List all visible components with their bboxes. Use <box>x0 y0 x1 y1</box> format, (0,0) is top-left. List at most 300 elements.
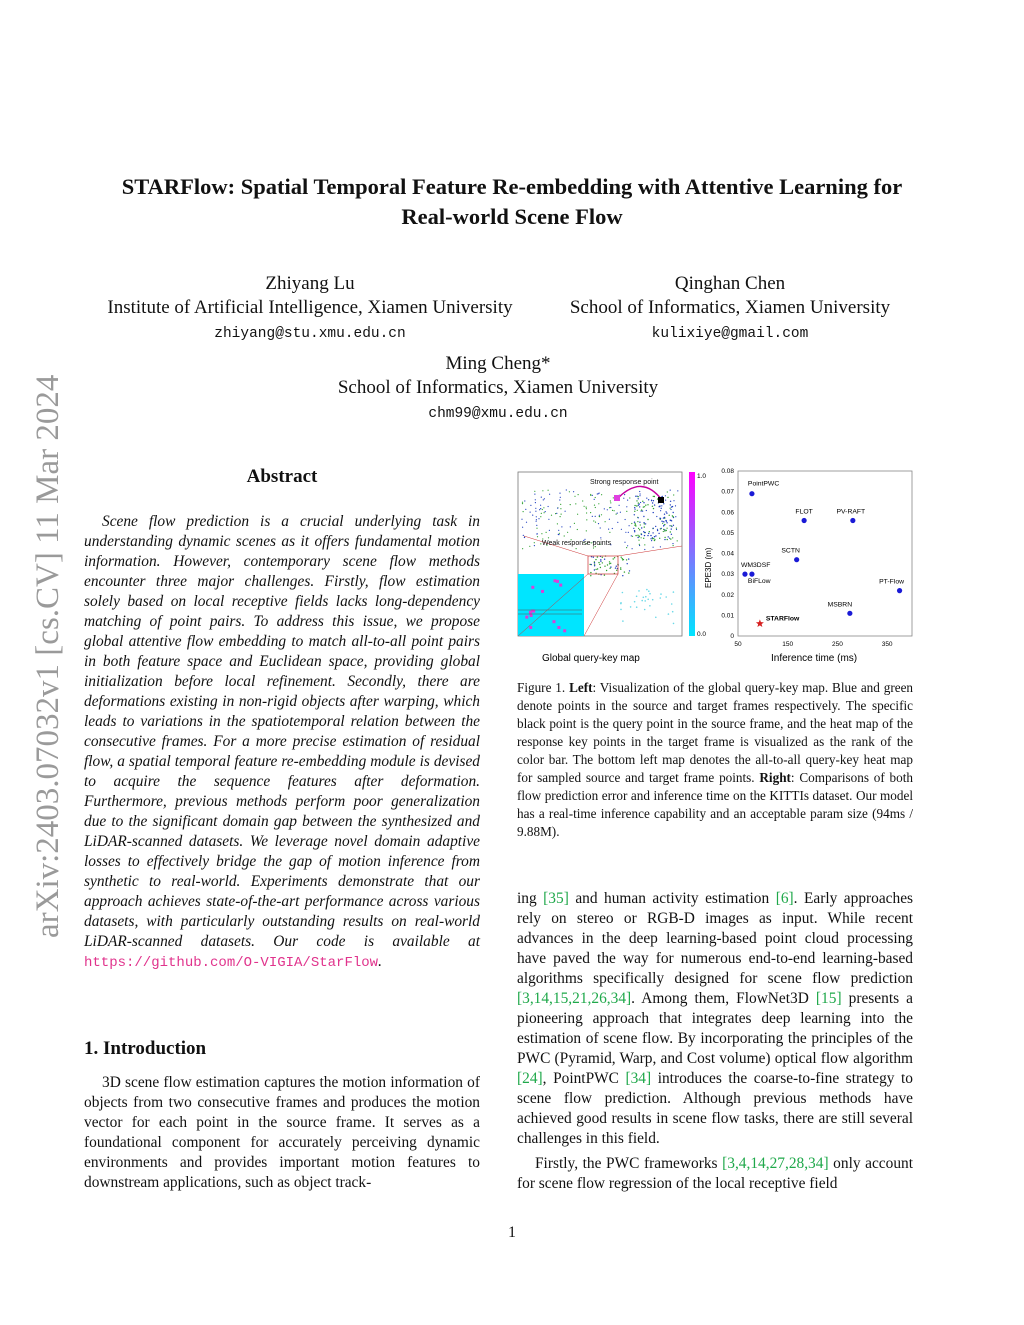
cloud-point <box>673 512 674 513</box>
cloud-point <box>567 532 568 533</box>
cloud-point <box>641 534 642 535</box>
cloud-point <box>665 520 666 521</box>
cloud-point <box>573 491 574 492</box>
cloud-point <box>638 590 640 592</box>
x-tick-label: 50 <box>734 641 742 648</box>
data-point-label: MSBRN <box>827 601 853 609</box>
author-name: Zhiyang Lu <box>265 273 355 294</box>
cloud-point <box>584 506 585 507</box>
author-affiliation: Institute of Artificial Intelligence, Xiamen University <box>107 297 513 318</box>
cloud-point <box>644 532 645 533</box>
cloud-point <box>634 601 636 603</box>
cloud-point <box>668 536 669 537</box>
cloud-point <box>522 502 523 503</box>
data-point-label: STARFlow <box>765 615 800 623</box>
cloud-point <box>634 511 635 512</box>
cloud-point <box>639 503 640 504</box>
cloud-point <box>615 567 616 568</box>
cloud-point <box>586 507 587 508</box>
cloud-point <box>545 511 546 512</box>
data-point-label: PV-RAFT <box>836 508 866 516</box>
cloud-point <box>652 502 653 503</box>
cloud-point <box>659 538 660 539</box>
cloud-point <box>658 533 659 534</box>
cloud-point <box>524 500 525 501</box>
cloud-point <box>665 495 666 496</box>
cloud-point <box>660 528 661 529</box>
author-email[interactable]: zhiyang@stu.xmu.edu.cn <box>214 326 406 342</box>
cloud-point <box>661 505 662 506</box>
cloud-point <box>663 531 664 532</box>
cloud-point <box>667 491 668 492</box>
cloud-point <box>600 567 601 568</box>
cloud-point <box>569 491 570 492</box>
author-email[interactable]: kulixiye@gmail.com <box>651 326 809 342</box>
cloud-point <box>655 617 657 619</box>
cloud-point <box>663 525 664 526</box>
citation-link[interactable]: [34] <box>625 1070 652 1087</box>
cloud-point <box>594 565 595 566</box>
cloud-point <box>540 508 541 509</box>
cloud-point <box>594 499 595 500</box>
citation-link[interactable]: [24] <box>517 1070 543 1087</box>
colorbar <box>689 472 695 636</box>
cloud-point <box>660 546 661 547</box>
cloud-point <box>530 512 531 513</box>
cloud-point <box>673 516 674 517</box>
author-1 <box>90 272 530 346</box>
code-link[interactable]: https://github.com/O-VIGIA/StarFlow <box>84 955 379 971</box>
cloud-point <box>629 525 630 526</box>
cloud-point <box>671 528 672 529</box>
cloud-point <box>575 503 576 504</box>
cloud-point <box>677 540 678 541</box>
cloud-point <box>639 545 640 546</box>
cloud-point <box>638 528 639 529</box>
cloud-point <box>632 536 633 537</box>
cloud-point <box>622 620 624 622</box>
cloud-point <box>598 562 599 563</box>
cloud-point <box>560 516 561 517</box>
cloud-point <box>536 519 537 520</box>
cloud-point <box>620 512 621 513</box>
figure-caption: Figure 1. Left: Visualization of the global query-key map. Blue and green denote points in the source and target frames respectively. The specific black point is the query point in the source frame, and the heat map of the response key points in the target frame is visualized as the rank of the color bar. The bottom left map denotes the all-to-all query-key heat map for sampled source and target frame points. Right: Comparisons of both flow prediction error and inference time on the KITTIs dataset. Our model has a real-time inference capability and an acceptable param size (94ms / 9.88M). <box>517 680 914 839</box>
cloud-point <box>643 538 644 539</box>
cloud-point <box>633 528 634 529</box>
cloud-point <box>664 537 665 538</box>
cloud-point <box>624 542 625 543</box>
cloud-point <box>670 501 671 502</box>
cloud-point <box>653 547 654 548</box>
cloud-point <box>646 510 647 511</box>
cloud-point <box>604 566 605 567</box>
heat-cell <box>525 616 528 619</box>
cloud-point <box>632 548 633 549</box>
cloud-point <box>534 545 535 546</box>
y-tick-label: 0.01 <box>721 612 734 620</box>
cloud-point <box>634 507 635 508</box>
cloud-point <box>586 519 587 520</box>
cloud-point <box>622 575 623 576</box>
cloud-point <box>654 539 655 540</box>
cloud-point <box>659 505 660 506</box>
cloud-point <box>639 529 640 530</box>
cloud-point <box>625 519 626 520</box>
query-point <box>658 497 664 503</box>
data-point <box>802 518 807 523</box>
cloud-point <box>541 513 542 514</box>
citation-link[interactable]: [35] <box>543 890 569 907</box>
cloud-point <box>652 599 654 601</box>
cloud-point <box>663 521 664 522</box>
cloud-point <box>660 518 661 519</box>
cloud-point <box>638 502 639 503</box>
intro-heading: 1. Introduction <box>84 1038 207 1059</box>
x-tick-label: 350 <box>881 641 893 648</box>
cloud-point <box>666 522 667 523</box>
cloud-point <box>604 508 605 509</box>
abstract-body: Scene flow prediction is a crucial underlying task in understanding dynamic scenes as it offers fundamental motion information. However, contemporary scene flow methods encounter three major challenges. Firstly, flow estimation solely based on local receptive fields lacks long-dependency matching of point pairs. To address this issue, we propose global attentive flow embedding to match all-to-all point pairs in both feature space and Euclidean space, providing global initialization before local refinement. Secondly, there are deformations existing in non-rigid objects after warping, which leads to variations in the spatiotemporal relation between the consecutive frames. For a more precise estimation of residual flow, a spatial temporal feature re-embedding module is devised to acquire the sequence features after deformation. Furthermore, previous methods perform poor generalization due to the significant domain gap between the synthesized and LiDAR-scanned datasets. We leverage novel domain adaptive losses to effectively bridge the gap of motion inference from synthetic to real-world. Experiments demonstrate that our approach achieves state-of-the-art performance across various datasets, with particularly outstanding results on real-world LiDAR-scanned datasets. Our code is available at https://github.com/O-VIGIA/StarFlow. <box>84 513 480 971</box>
cloud-point <box>672 537 673 538</box>
cloud-point <box>595 507 596 508</box>
cloud-point <box>539 509 540 510</box>
cloud-point <box>641 527 642 528</box>
y-tick-label: 0.02 <box>721 591 734 599</box>
data-point <box>847 611 852 616</box>
cloud-point <box>620 567 621 568</box>
cloud-point <box>666 530 667 531</box>
heat-cell <box>529 626 532 629</box>
cloud-point <box>538 518 539 519</box>
cloud-point <box>614 510 615 511</box>
chart-xlabel: Inference time (ms) <box>771 653 858 664</box>
cloud-point <box>628 558 629 559</box>
data-point-label: BiFLow <box>747 578 771 586</box>
cloud-point <box>673 494 674 495</box>
cloud-point <box>653 528 654 529</box>
cloud-point <box>636 505 637 506</box>
cloud-point <box>639 491 640 492</box>
heatmap-region <box>518 574 584 636</box>
cloud-point <box>660 593 662 595</box>
cloud-point <box>595 497 596 498</box>
figure-1 <box>514 466 914 666</box>
colorbar-min: 0.0 <box>697 631 707 638</box>
cloud-point <box>607 564 608 565</box>
cloud-point <box>645 596 647 598</box>
cloud-point <box>609 532 610 533</box>
cloud-point <box>654 504 655 505</box>
cloud-point <box>662 523 663 524</box>
cloud-point <box>657 529 658 530</box>
heat-cell <box>531 586 534 589</box>
cloud-point <box>592 516 593 517</box>
cloud-point <box>671 525 672 526</box>
strong-response-marker <box>614 495 620 501</box>
cloud-point <box>576 548 577 549</box>
cloud-point <box>644 609 646 611</box>
cloud-point <box>641 600 643 602</box>
cloud-point <box>670 531 671 532</box>
abstract-heading: Abstract <box>246 466 318 487</box>
citation-link[interactable]: [15] <box>815 990 842 1007</box>
cloud-point <box>616 566 617 567</box>
cloud-point <box>620 603 622 605</box>
cloud-point <box>634 505 635 506</box>
cloud-point <box>557 523 558 524</box>
cloud-point <box>627 545 628 546</box>
cloud-point <box>670 504 671 505</box>
intro-paragraph: 3D scene flow estimation captures the motion information of objects from two consecutive frames and produces the motion vector for each point in the source frame. It serves as a foundational component for accurately perceiving dynamic environments and provides important motion features to downstream applications, such as object track- <box>84 1074 480 1191</box>
cloud-point <box>599 564 600 565</box>
cloud-point <box>639 506 640 507</box>
cloud-point <box>543 507 544 508</box>
citation-link[interactable]: [6] <box>775 890 794 907</box>
cloud-point <box>647 519 648 520</box>
cloud-point <box>664 530 665 531</box>
cloud-point <box>650 538 651 539</box>
cloud-point <box>652 538 653 539</box>
cloud-point <box>622 558 623 559</box>
cloud-point <box>621 557 622 558</box>
cloud-point <box>670 538 671 539</box>
cloud-point <box>536 528 537 529</box>
heat-cell <box>557 626 560 629</box>
strong-response-label: Strong response point <box>590 479 659 486</box>
cloud-point <box>627 500 628 501</box>
cloud-point <box>601 514 602 515</box>
cloud-point <box>670 509 671 510</box>
author-affiliation: School of Informatics, Xiamen University <box>337 377 659 398</box>
cloud-point <box>634 523 635 524</box>
cloud-point <box>594 562 595 563</box>
left-panel-label: Global query-key map <box>542 653 640 664</box>
cloud-point <box>540 505 541 506</box>
data-point-label: SCTN <box>781 547 800 555</box>
cloud-point <box>548 490 549 491</box>
y-tick-label: 0.03 <box>721 571 734 579</box>
cloud-point <box>521 519 522 520</box>
cloud-point <box>600 561 601 562</box>
colorbar-max: 1.0 <box>697 473 707 480</box>
cloud-point <box>597 568 598 569</box>
cloud-point <box>645 523 646 524</box>
cloud-point <box>536 516 537 517</box>
cloud-point <box>673 591 675 593</box>
right-paragraph-2: Firstly, the PWC frameworks [3,4,14,27,28,34] only account for scene flow regression of the local receptive field <box>517 1155 914 1192</box>
cloud-point <box>631 535 632 536</box>
cloud-point <box>586 508 587 509</box>
cloud-point <box>600 527 601 528</box>
cloud-point <box>636 500 637 501</box>
cloud-point <box>672 611 674 613</box>
cloud-point <box>622 592 624 594</box>
cloud-point <box>645 505 646 506</box>
cloud-point <box>660 597 662 599</box>
data-point-label: PT-Flow <box>879 578 905 586</box>
cloud-point <box>614 557 615 558</box>
cloud-point <box>635 496 636 497</box>
weak-response-label: Weak response points <box>542 540 612 547</box>
paper-title: STARFlow: Spatial Temporal Feature Re-embedding with Attentive Learning for Real-world Scene Flow <box>121 174 903 229</box>
cloud-point <box>629 570 630 571</box>
cloud-point <box>638 498 639 499</box>
cloud-point <box>667 497 668 498</box>
cloud-point <box>635 524 636 525</box>
cloud-point <box>595 522 596 523</box>
chart-ylabel: EPE3D (m) <box>704 547 713 588</box>
cloud-point <box>654 536 655 537</box>
cloud-point <box>670 490 671 491</box>
cloud-point <box>655 535 656 536</box>
cloud-point <box>635 525 636 526</box>
x-tick-label: 150 <box>782 641 794 648</box>
cloud-point <box>635 509 636 510</box>
cloud-point <box>643 522 644 523</box>
cloud-point <box>652 532 653 533</box>
citation-link[interactable]: [3,4,14,27,28,34] <box>722 1155 829 1172</box>
cloud-point <box>558 530 559 531</box>
cloud-point <box>532 515 533 516</box>
cloud-point <box>599 515 600 516</box>
cloud-point <box>535 511 536 512</box>
cloud-point <box>663 529 664 530</box>
cloud-point <box>669 515 670 516</box>
cloud-point <box>653 500 654 501</box>
cloud-point <box>592 495 593 496</box>
cloud-point <box>627 563 628 564</box>
author-name: Qinghan Chen <box>674 273 786 294</box>
cloud-point <box>566 489 567 490</box>
author-email[interactable]: chm99@xmu.edu.cn <box>428 406 568 422</box>
cloud-point <box>598 503 599 504</box>
cloud-point <box>549 530 550 531</box>
data-point-label: FLOT <box>795 508 813 516</box>
cloud-point <box>653 496 654 497</box>
cloud-point <box>644 549 645 550</box>
cloud-point <box>639 495 640 496</box>
heat-cell <box>556 580 559 583</box>
cloud-point <box>612 528 613 529</box>
citation-link[interactable]: [3,14,15,21,26,34] <box>517 990 632 1007</box>
cloud-point <box>634 514 635 515</box>
cloud-point <box>616 514 617 515</box>
data-point <box>794 557 799 562</box>
cloud-point <box>599 516 600 517</box>
cloud-point <box>536 521 537 522</box>
cloud-point <box>590 575 591 576</box>
cloud-point <box>535 508 536 509</box>
cloud-point <box>665 511 666 512</box>
cloud-point <box>636 596 638 598</box>
cloud-point <box>640 493 641 494</box>
cloud-point <box>628 572 629 573</box>
cloud-point <box>628 532 629 533</box>
cloud-point <box>667 528 668 529</box>
cloud-point <box>609 563 610 564</box>
cloud-point <box>608 529 609 530</box>
cloud-point <box>656 516 657 517</box>
cloud-point <box>643 597 645 599</box>
cloud-point <box>649 593 651 595</box>
data-point-label: WM3DSF <box>740 562 771 570</box>
cloud-point <box>609 568 610 569</box>
cloud-point <box>624 571 625 572</box>
cloud-point <box>564 535 565 536</box>
cloud-point <box>673 500 674 501</box>
cloud-point <box>664 517 665 518</box>
heat-cell <box>530 614 533 617</box>
cloud-point <box>544 498 545 499</box>
cloud-point <box>644 506 645 507</box>
cloud-point <box>524 537 525 538</box>
cloud-point <box>626 559 627 560</box>
cloud-point <box>610 566 611 567</box>
cloud-point <box>620 609 622 611</box>
arxiv-stamp <box>22 350 68 940</box>
cloud-point <box>665 500 666 501</box>
cloud-point <box>535 502 536 503</box>
data-point <box>749 491 754 496</box>
cloud-point <box>561 514 562 515</box>
cloud-point <box>586 530 587 531</box>
cloud-point <box>574 496 575 497</box>
cloud-point <box>639 536 640 537</box>
cloud-point <box>555 513 556 514</box>
cloud-point <box>600 559 601 560</box>
page-number: 1 <box>508 1224 516 1241</box>
cloud-point <box>626 547 627 548</box>
cloud-point <box>647 599 649 601</box>
cloud-point <box>646 589 648 591</box>
cloud-point <box>595 559 596 560</box>
cloud-point <box>606 570 607 571</box>
cloud-point <box>604 575 605 576</box>
cloud-point <box>634 522 635 523</box>
cloud-point <box>661 521 662 522</box>
heat-cell <box>563 629 566 632</box>
cloud-point <box>660 510 661 511</box>
epe-vs-time-chart <box>704 468 912 664</box>
cloud-point <box>559 533 560 534</box>
cloud-point <box>664 539 665 540</box>
cloud-point <box>634 531 635 532</box>
y-tick-label: 0.04 <box>721 550 734 558</box>
heat-cell <box>553 620 556 623</box>
cloud-point <box>671 534 672 535</box>
cloud-point <box>609 561 610 562</box>
cloud-point <box>649 531 650 532</box>
cloud-point <box>668 613 670 615</box>
cloud-point <box>669 538 670 539</box>
cloud-point <box>623 559 624 560</box>
cloud-point <box>593 520 594 521</box>
cloud-point <box>669 525 670 526</box>
cloud-point <box>548 537 549 538</box>
cloud-point <box>526 522 527 523</box>
cloud-point <box>548 506 549 507</box>
cloud-point <box>556 513 557 514</box>
cloud-point <box>574 523 575 524</box>
cloud-point <box>644 523 645 524</box>
data-point <box>742 572 747 577</box>
cloud-point <box>536 525 537 526</box>
y-tick-label: 0.05 <box>721 529 734 537</box>
cloud-point <box>666 513 667 514</box>
cloud-point <box>522 527 523 528</box>
cloud-point <box>593 547 594 548</box>
cloud-point <box>655 526 656 527</box>
